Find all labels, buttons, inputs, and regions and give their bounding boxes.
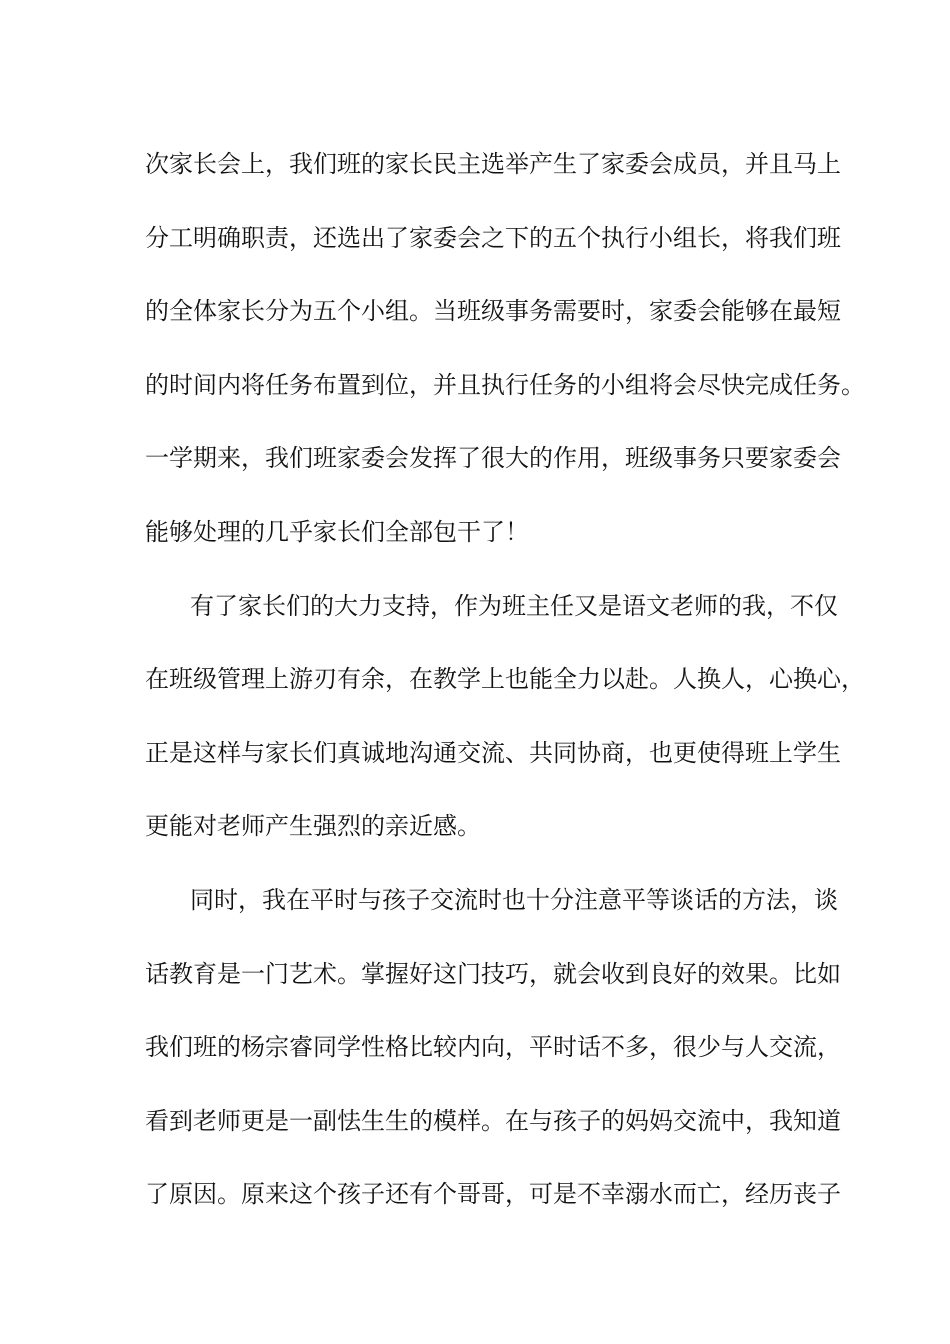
text-line: 能够处理的几乎家长们全部包干了！ [145, 517, 529, 546]
text-line: 的全体家长分为五个小组。当班级事务需要时，家委会能够在最短 [145, 297, 841, 326]
paragraph-start-line: 同时，我在平时与孩子交流时也十分注意平等谈话的方法，谈 [190, 885, 838, 914]
text-line: 正是这样与家长们真诚地沟通交流、共同协商，也更使得班上学生 [145, 738, 841, 767]
text-line: 的时间内将任务布置到位，并且执行任务的小组将会尽快完成任务。 [145, 370, 865, 399]
text-line: 更能对老师产生强烈的亲近感。 [145, 812, 481, 841]
body-text [145, 128, 865, 1232]
text-line: 了原因。原来这个孩子还有个哥哥，可是不幸溺水而亡，经历丧子 [145, 1180, 841, 1209]
text-line: 次家长会上，我们班的家长民主选举产生了家委会成员，并且马上 [145, 150, 841, 178]
text-line: 话教育是一门艺术。掌握好这门技巧，就会收到良好的效果。比如 [145, 959, 841, 988]
text-line: 分工明确职责，还选出了家委会之下的五个执行小组长，将我们班 [145, 223, 841, 252]
text-line: 一学期来，我们班家委会发挥了很大的作用，班级事务只要家委会 [145, 444, 841, 473]
text-line: 我们班的杨宗睿同学性格比较内向，平时话不多，很少与人交流， [145, 1033, 841, 1062]
text-line: 看到老师更是一副怯生生的模样。在与孩子的妈妈交流中，我知道 [145, 1106, 841, 1135]
text-line: 在班级管理上游刃有余，在教学上也能全力以赴。人换人，心换心， [145, 665, 865, 694]
paragraph-start-line: 有了家长们的大力支持，作为班主任又是语文老师的我，不仅 [190, 591, 838, 620]
